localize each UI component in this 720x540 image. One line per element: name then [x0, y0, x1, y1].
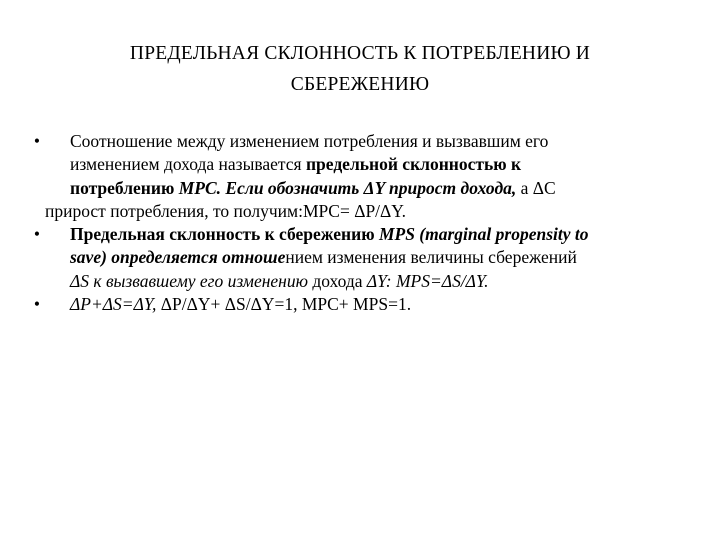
title-line-2: СБЕРЕЖЕНИЮ [290, 74, 430, 95]
text-run: прирост потребления, то получим:MPC= ΔP/ΔY. [45, 200, 407, 221]
bold-italic-run: MPS (marginal propensity to [378, 224, 589, 245]
bullet-dot-icon: • [33, 224, 41, 245]
text-run: нием изменения величины сбережений [285, 247, 577, 268]
bullet-dot-icon: • [33, 294, 41, 315]
slide-title [40, 38, 680, 100]
text-run: ΔP/ΔY+ ΔS/ΔY=1, MPC+ MPS=1. [160, 294, 412, 315]
bullet-item-mpc [30, 130, 690, 223]
bold-run: потреблению [70, 177, 179, 198]
text-line [42, 200, 690, 223]
italic-run: ΔS к вызвавшему его изменению [70, 270, 308, 291]
bullet-item-identity [30, 293, 690, 316]
text-line [70, 293, 690, 316]
title-line-1: ПРЕДЕЛЬНАЯ СКЛОННОСТЬ К ПОТРЕБЛЕНИЮ И [129, 43, 591, 64]
bullet-dot-icon: • [33, 131, 41, 151]
text-line [70, 130, 690, 153]
text-run: изменением дохода называется [70, 154, 306, 175]
text-line [70, 270, 690, 293]
text-run: Соотношение между изменением потребления и вызвавшим его [70, 131, 549, 151]
text-line [70, 246, 690, 269]
bold-italic-run: save) определяется отноше [70, 247, 286, 268]
text-line [70, 153, 690, 176]
italic-run: ΔP+ΔS=ΔY, [70, 294, 161, 315]
bold-run: Предельная склонность к сбережению [70, 224, 379, 245]
text-line [70, 223, 690, 246]
bold-run: предельной склонностью к [305, 154, 522, 175]
bold-italic-run: MPC. Если обозначить ΔY прирост дохода, [178, 177, 517, 198]
text-line [70, 177, 690, 200]
text-run: дохода [307, 270, 367, 291]
bullet-list [30, 130, 690, 316]
text-run: а ΔC [516, 177, 556, 198]
bullet-item-mps [30, 223, 690, 293]
italic-run: ΔY: MPS=ΔS/ΔY. [366, 270, 489, 291]
